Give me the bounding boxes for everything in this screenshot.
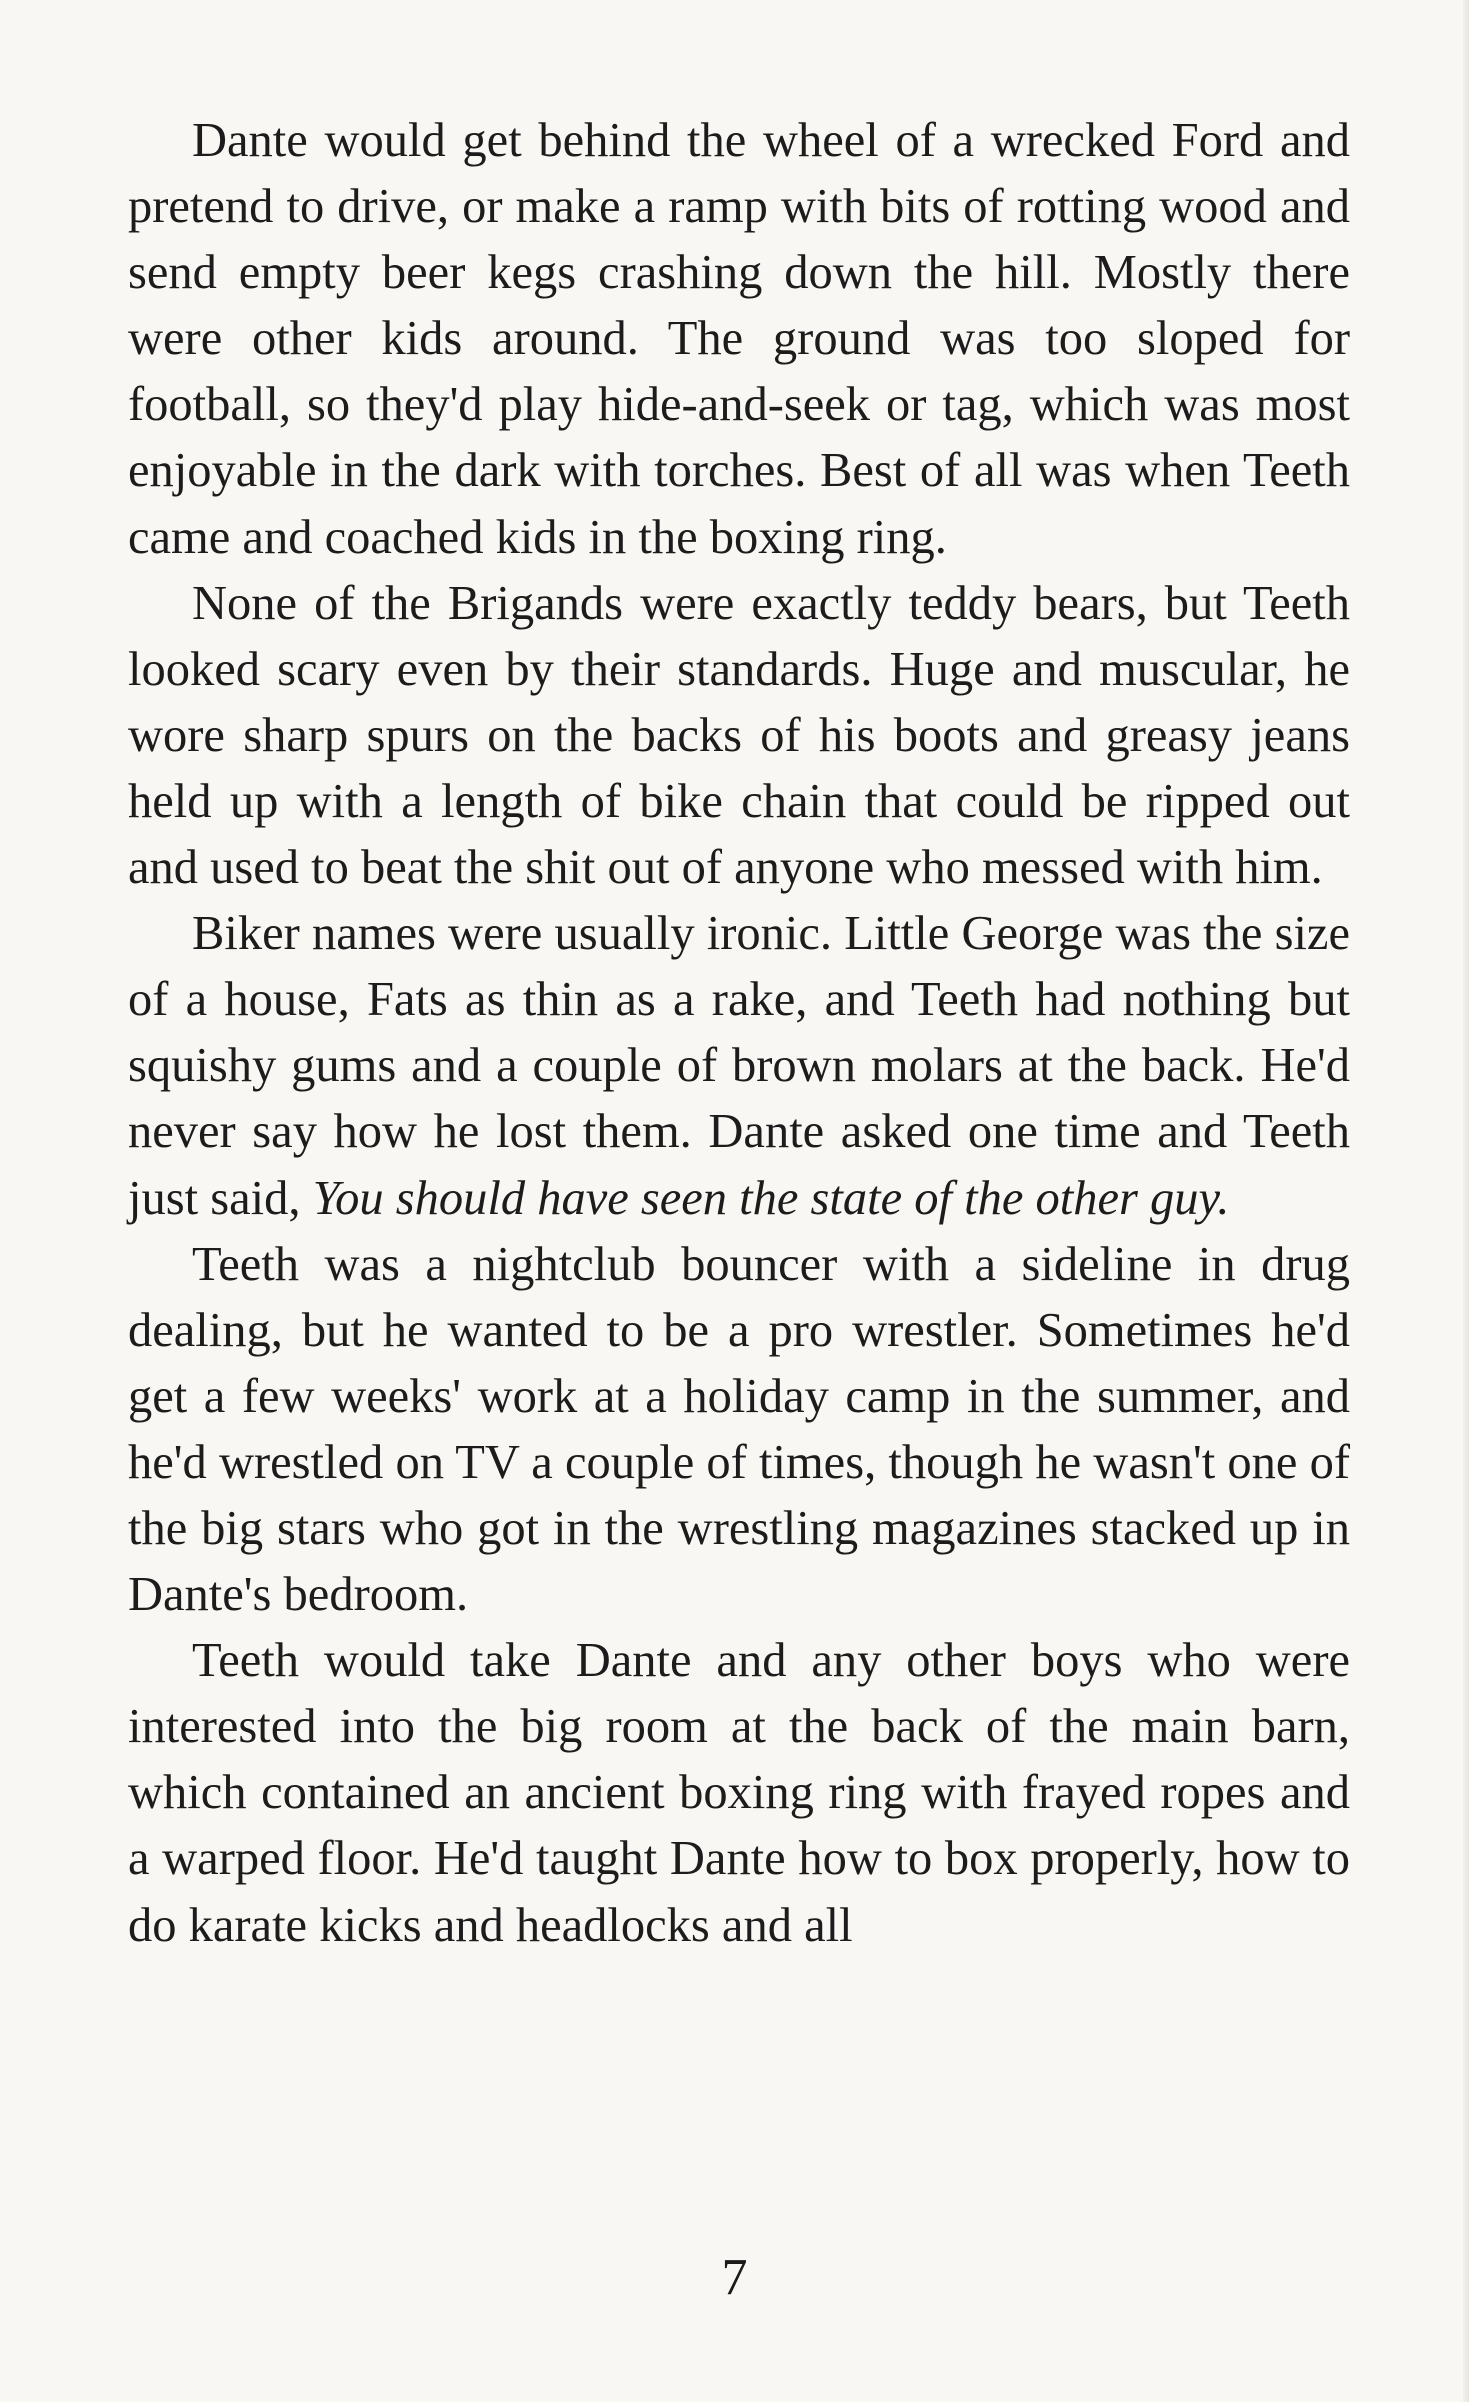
- paragraph-4: Teeth was a nightclub bouncer with a sideline in drug dealing, but he wanted to be a pro wrestler. Sometimes he'd get a few weeks' work at a holiday camp in the summer, and he'd wrestled on TV a couple of times, though he wasn't one of the big stars who got in the wrestling magazines stacked up in Dante's bedroom.: [128, 1237, 1350, 1622]
- page-edge-shadow: [1463, 0, 1469, 2402]
- paragraph-2: None of the Brigands were exactly teddy bears, but Teeth looked scary even by their standards. Huge and muscular, he wore sharp spurs on the backs of his boots and greasy jeans held up with a length of bike chain that could be ripped out and used to beat the shit out of anyone who messed with him.: [128, 576, 1350, 895]
- body-text: [128, 108, 1350, 1959]
- paragraph-3: [128, 901, 1350, 1231]
- paragraph-1: Dante would get behind the wheel of a wrecked Ford and pretend to drive, or make a ramp with bits of rotting wood and send empty beer kegs crashing down the hill. Mostly there were other kids around. The ground was too sloped for football, so they'd play hide-and-seek or tag, which was most enjoyable in the dark with torches. Best of all was when Teeth came and coached kids in the boxing ring.: [128, 114, 1350, 564]
- page-number: 7: [721, 2249, 748, 2306]
- paragraph-3-italic-quote: You should have seen the state of the other guy.: [312, 1171, 1230, 1225]
- paragraph-3-text: Biker names were usually ironic. Little George was the size of a house, Fats as thin as a rake, and Teeth had nothing but squishy gums and a couple of brown molars at the back. He'd never say how he lost them. Dante asked one time and Teeth just said,: [128, 907, 1350, 1225]
- paragraph-5: Teeth would take Dante and any other boys who were interested into the big room at the back of the main barn, which contained an ancient boxing ring with frayed ropes and a warped floor. He'd taught Dante how to box properly, how to do karate kicks and headlocks and all: [128, 1634, 1350, 1952]
